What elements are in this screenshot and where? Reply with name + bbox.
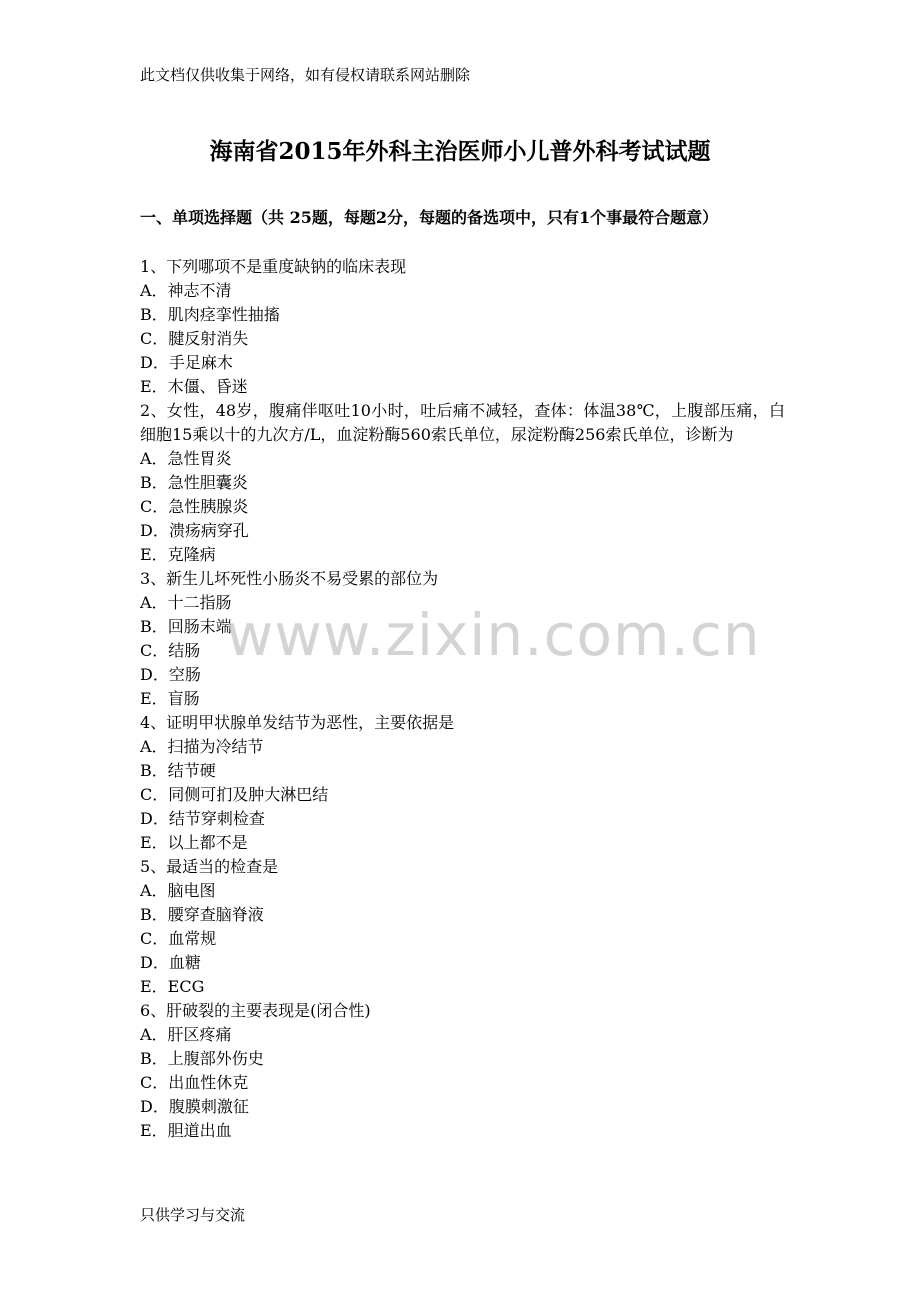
question-list (140, 255, 785, 1143)
document-title: 海南省2015年外科主治医师小儿普外科考试试题 (209, 138, 711, 165)
option-c: C．腱反射消失 (140, 329, 249, 348)
option-a: A．扫描为冷结节 (140, 737, 264, 756)
option-d: D．腹膜刺激征 (140, 1097, 249, 1116)
question-stem: 3、新生儿坏死性小肠炎不易受累的部位为 (140, 569, 439, 588)
option-d: D．溃疡病穿孔 (140, 521, 249, 540)
header-note: 此文档仅供收集于网络，如有侵权请联系网站删除 (140, 66, 471, 84)
question-6 (140, 999, 785, 1143)
option-c: C．同侧可扪及肿大淋巴结 (140, 785, 329, 804)
question-3 (140, 567, 785, 711)
option-a: A．肝区疼痛 (140, 1025, 232, 1044)
option-e: E．以上都不是 (140, 833, 248, 852)
option-c: C．结肠 (140, 641, 201, 660)
section-heading: 一、单项选择题（共 25题，每题2分，每题的备选项中，只有1个事最符合题意） (140, 208, 719, 227)
option-d: D．血糖 (140, 953, 201, 972)
question-stem: 2、女性，48岁，腹痛伴呕吐10小时，吐后痛不减轻，查体：体温38℃，上腹部压痛，白细胞15乘以十的九次方/L，血淀粉酶560索氏单位，尿淀粉酶256索氏单位，诊断为 (140, 401, 785, 444)
option-e: E．盲肠 (140, 689, 200, 708)
option-e: E．胆道出血 (140, 1121, 232, 1140)
option-e: E．克隆病 (140, 545, 216, 564)
question-2 (140, 399, 785, 567)
option-d: D．空肠 (140, 665, 201, 684)
option-a: A．神志不清 (140, 281, 232, 300)
question-stem: 1、下列哪项不是重度缺钠的临床表现 (140, 257, 407, 276)
option-e: E．木僵、昏迷 (140, 377, 248, 396)
option-a: A．脑电图 (140, 881, 216, 900)
option-b: B．急性胆囊炎 (140, 473, 248, 492)
footer-note: 只供学习与交流 (140, 1206, 246, 1224)
option-e: E．ECG (140, 977, 205, 996)
watermark-text: www.zixin.com.cn (226, 601, 761, 669)
question-5 (140, 855, 785, 999)
option-a: A．十二指肠 (140, 593, 232, 612)
option-c: C．血常规 (140, 929, 217, 948)
option-d: D．手足麻木 (140, 353, 233, 372)
option-c: C．出血性休克 (140, 1073, 249, 1092)
option-b: B．结节硬 (140, 761, 216, 780)
question-stem: 4、证明甲状腺单发结节为恶性，主要依据是 (140, 713, 455, 732)
option-d: D．结节穿刺检查 (140, 809, 265, 828)
option-c: C．急性胰腺炎 (140, 497, 249, 516)
question-stem: 5、最适当的检查是 (140, 857, 279, 876)
question-stem: 6、肝破裂的主要表现是(闭合性) (140, 1001, 371, 1020)
option-b: B．肌肉痉挛性抽搐 (140, 305, 280, 324)
option-b: B．回肠末端 (140, 617, 232, 636)
question-1 (140, 255, 785, 399)
option-b: B．腰穿查脑脊液 (140, 905, 264, 924)
option-a: A．急性胃炎 (140, 449, 232, 468)
option-b: B．上腹部外伤史 (140, 1049, 264, 1068)
question-4 (140, 711, 785, 855)
